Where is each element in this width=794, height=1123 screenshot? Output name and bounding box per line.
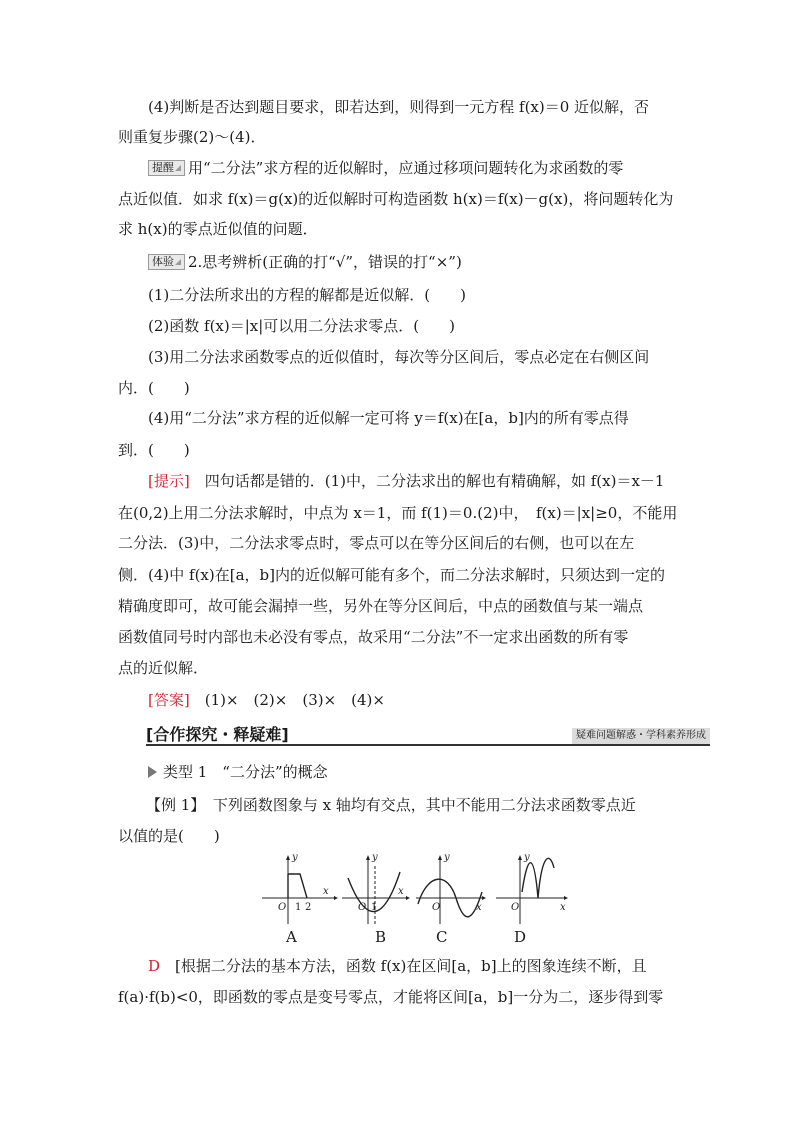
graph-b-origin: O — [358, 902, 367, 913]
graph-a-y-label: y — [292, 852, 298, 863]
graph-b-y-label: y — [372, 852, 378, 863]
section-title: [合作探究・释疑难] — [146, 725, 289, 744]
solution-answer-letter: D — [148, 957, 161, 975]
option-label-d: D — [514, 928, 527, 946]
graph-c-x-label: x — [476, 902, 482, 913]
type1-heading: 类型 1 “二分法”的概念 — [148, 762, 328, 782]
example-line2: 以值的是( ) — [118, 827, 220, 845]
step4-line1: (4)判断是否达到题目要求，即若达到，则得到一元方程 f(x)＝0 近似解，否 — [148, 98, 650, 116]
graph-d-x-label: x — [560, 902, 566, 913]
play-arrow-icon — [148, 766, 157, 778]
graph-b-tick-1: 1 — [371, 902, 378, 913]
graph-a-origin: O — [278, 902, 287, 913]
graph-b-x-label: x — [398, 886, 404, 897]
graph-a-tick-1: 1 — [295, 902, 302, 913]
exercise-title: 体验 2.思考辨析(正确的打“√”，错误的打“×”) — [148, 252, 462, 272]
tip-line2: 点近似值．如求 f(x)＝g(x)的近似解时可构造函数 h(x)＝f(x)－g(x)，将问题转化为 — [118, 190, 674, 208]
hint-label: [提示] — [148, 472, 190, 490]
exercise-item-1: (1)二分法所求出的方程的解都是近似解．( ) — [148, 286, 466, 304]
graph-a-x-label: x — [323, 886, 329, 897]
graph-c-y-label: y — [444, 852, 450, 863]
graph-a — [262, 852, 338, 924]
exercise-item-4-cont: 到．( ) — [118, 441, 190, 459]
tip-tag: 提醒 — [148, 160, 185, 176]
tip-line3: 求 h(x)的零点近似值的问题． — [118, 220, 318, 238]
exercise-item-4: (4)用“二分法”求方程的近似解一定可将 y＝f(x)在[a，b]内的所有零点得 — [148, 409, 629, 427]
hint-line1: [提示] 四句话都是错的．(1)中，二分法求出的解也有精确解，如 f(x)＝x－1 — [148, 472, 665, 490]
example-line1: 【例 1】 下列函数图象与 x 轴均有交点，其中不能用二分法求函数零点近 — [146, 796, 636, 814]
exercise-tag: 体验 — [148, 254, 185, 270]
function-graphs — [258, 852, 574, 928]
graph-b — [342, 852, 410, 924]
example-label: 【例 1】 — [146, 796, 198, 814]
section-rule — [146, 744, 710, 746]
section-badge: 疑难问题解惑・学科素养形成 — [572, 728, 710, 744]
exercise-item-2: (2)函数 f(x)＝|x|可以用二分法求零点．( ) — [148, 317, 456, 335]
tip-line1: 提醒 用“二分法”求方程的近似解时，应通过移项问题转化为求函数的零 — [148, 158, 623, 178]
graph-d — [496, 852, 568, 924]
example-figure — [258, 852, 574, 952]
hint-line6: 函数值同号时内部也未必没有零点，故采用“二分法”不一定求出函数的所有零 — [118, 628, 629, 646]
exercise-item-3: (3)用二分法求函数零点的近似值时，每次等分区间后，零点必定在右侧区间 — [148, 348, 650, 366]
graph-c — [416, 852, 486, 924]
option-label-a: A — [286, 928, 297, 946]
option-label-c: C — [436, 928, 448, 946]
exercise-item-3-cont: 内．( ) — [118, 379, 190, 397]
section-header — [146, 724, 710, 746]
hint-line5: 精确度即可，故可能会漏掉一些，另外在等分区间后，中点的函数值与某一端点 — [118, 597, 644, 615]
graph-d-y-label: y — [524, 852, 530, 863]
hint-line7: 点的近似解． — [118, 659, 209, 677]
hint-line2: 在(0,2)上用二分法求解时，中点为 x＝1，而 f(1)＝0.(2)中， f(x)＝|x|≥0，不能用 — [118, 504, 678, 522]
step4-line2: 则重复步骤(2)～(4)． — [118, 128, 266, 146]
hint-line4: 侧．(4)中 f(x)在[a，b]内的近似解可能有多个，而二分法求解时，只须达到一定的 — [118, 566, 665, 584]
graph-c-origin: O — [432, 902, 441, 913]
graph-a-tick-2: 2 — [305, 902, 312, 913]
option-label-b: B — [375, 928, 387, 946]
solution-line1: D [根据二分法的基本方法，函数 f(x)在区间[a，b]上的图象连续不断，且 — [148, 957, 647, 975]
answer-line: [答案] (1)× (2)× (3)× (4)× — [148, 691, 385, 709]
solution-line2: f(a)·f(b)<0，即函数的零点是变号零点，才能将区间[a，b]一分为二，逐步得到零 — [118, 988, 664, 1006]
graph-d-origin: O — [511, 902, 520, 913]
answer-label: [答案] — [148, 691, 190, 709]
hint-line3: 二分法．(3)中，二分法求零点时，零点可以在等分区间后的右侧，也可以在左 — [118, 534, 635, 552]
